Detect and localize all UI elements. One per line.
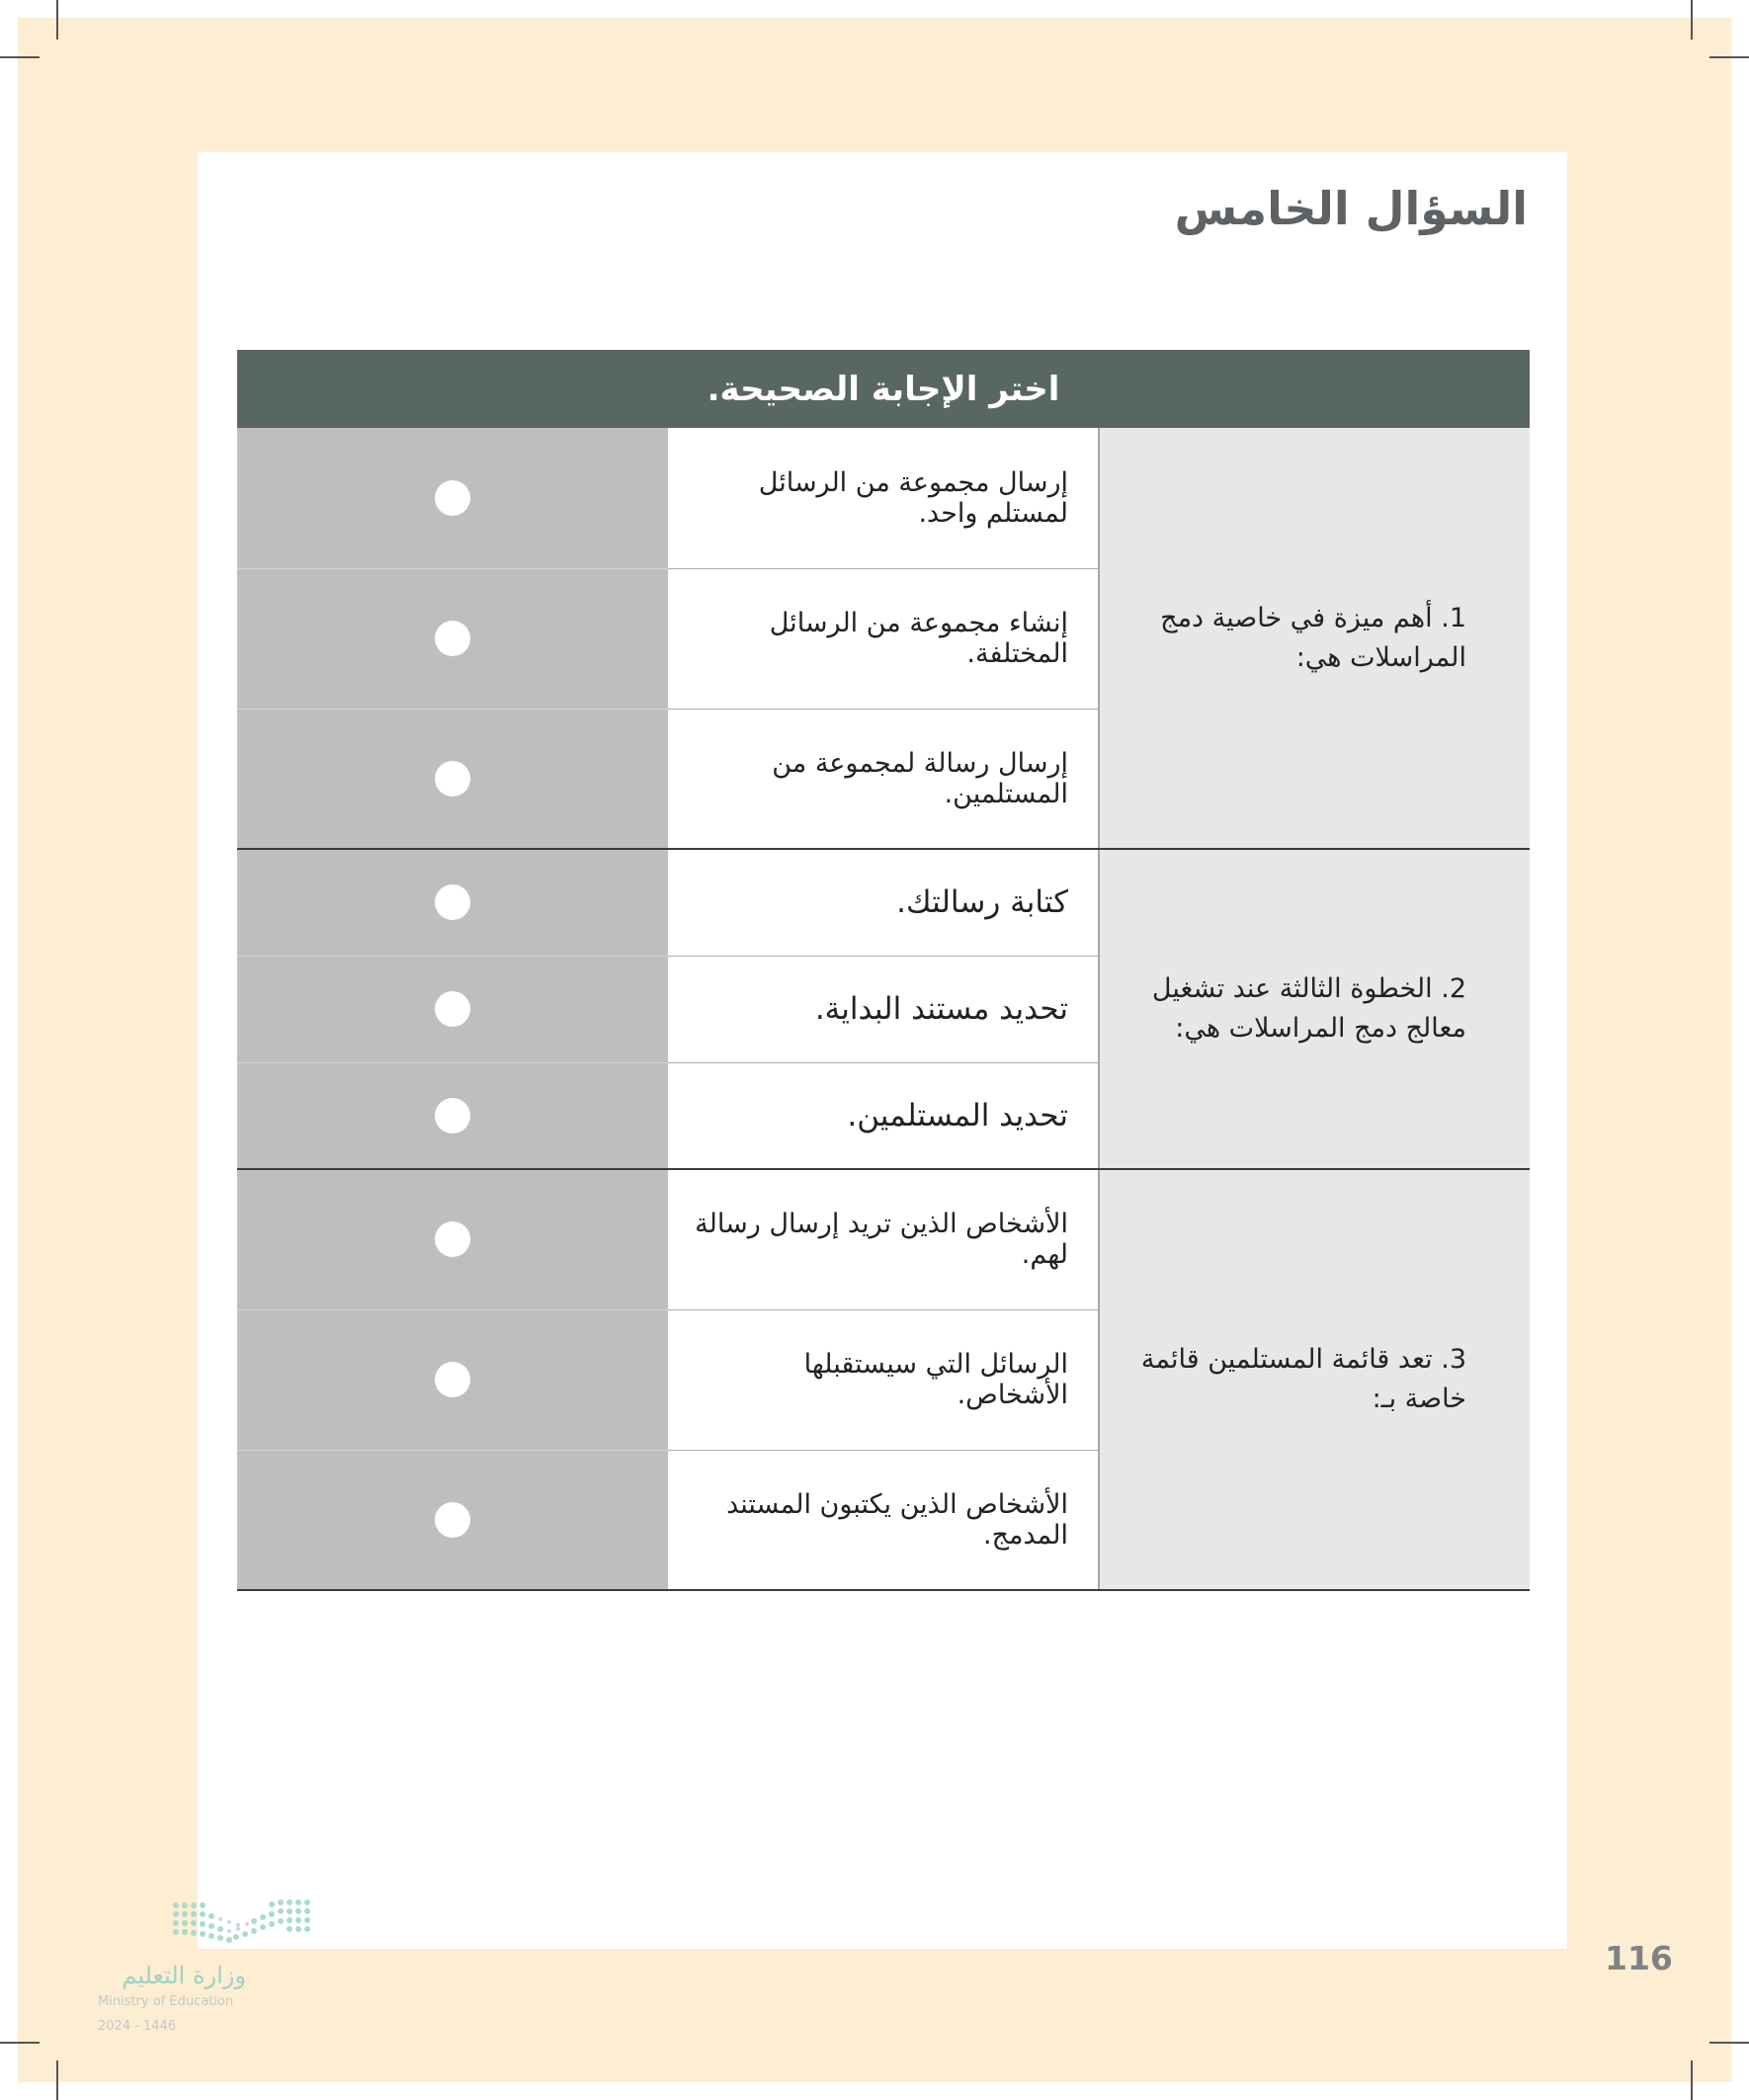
option-row [237, 849, 1530, 956]
page-number: 116 [1605, 1939, 1673, 1977]
radio-cell [237, 1062, 668, 1169]
question-2-option-1[interactable]: كتابة رسالتك. [668, 849, 1099, 956]
radio-cell [237, 1169, 668, 1309]
radio-button[interactable] [435, 1362, 470, 1397]
option-row [237, 428, 1530, 568]
crop-mark [0, 2042, 40, 2044]
option-row [237, 1169, 1530, 1309]
page-title: السؤال الخامس [1174, 182, 1528, 235]
crop-mark [1691, 0, 1693, 40]
crop-mark [0, 56, 40, 58]
question-3-option-1[interactable]: الأشخاص الذين تريد إرسال رسالة لهم. [668, 1169, 1099, 1309]
ministry-name-arabic: وزارة التعليم [122, 1962, 246, 1989]
ministry-name-english: Ministry of Education [98, 1994, 234, 2009]
radio-cell [237, 709, 668, 849]
quiz-table [237, 350, 1530, 1591]
question-3-option-3[interactable]: الأشخاص الذين يكتبون المستند المدمج. [668, 1450, 1099, 1590]
quiz-header-row [237, 350, 1530, 428]
radio-button[interactable] [435, 991, 470, 1027]
question-3-option-2[interactable]: الرسائل التي سيستقبلها الأشخاص. [668, 1309, 1099, 1450]
radio-button[interactable] [435, 1221, 470, 1257]
radio-button[interactable] [435, 1502, 470, 1538]
crop-mark [56, 0, 58, 40]
radio-button[interactable] [435, 761, 470, 797]
radio-cell [237, 1309, 668, 1450]
radio-cell [237, 428, 668, 568]
radio-cell [237, 956, 668, 1062]
question-2-option-3[interactable]: تحديد المستلمين. [668, 1062, 1099, 1169]
radio-cell [237, 568, 668, 709]
question-1-option-1[interactable]: إرسال مجموعة من الرسائل لمستلم واحد. [668, 428, 1099, 568]
radio-button[interactable] [435, 621, 470, 656]
crop-mark [56, 2060, 58, 2100]
question-1-option-3[interactable]: إرسال رسالة لمجموعة من المستلمين. [668, 709, 1099, 849]
question-2-option-2[interactable]: تحديد مستند البداية. [668, 956, 1099, 1062]
radio-cell [237, 1450, 668, 1590]
radio-button[interactable] [435, 1098, 470, 1134]
radio-button[interactable] [435, 884, 470, 920]
crop-mark [1691, 2060, 1693, 2100]
question-2-text: 2. الخطوة الثالثة عند تشغيل معالج دمج المراسلات هي: [1099, 849, 1530, 1169]
radio-cell [237, 849, 668, 956]
question-1-text: 1. أهم ميزة في خاصية دمج المراسلات هي: [1099, 428, 1530, 849]
radio-button[interactable] [435, 480, 470, 516]
question-1-option-2[interactable]: إنشاء مجموعة من الرسائل المختلفة. [668, 568, 1099, 709]
crop-mark [1709, 2042, 1749, 2044]
quiz-instruction: اختر الإجابة الصحيحة. [237, 350, 1530, 428]
crop-mark [1709, 56, 1749, 58]
question-3-text: 3. تعد قائمة المستلمين قائمة خاصة بـ: [1099, 1169, 1530, 1590]
edition-year: 2024 - 1446 [98, 2019, 177, 2034]
